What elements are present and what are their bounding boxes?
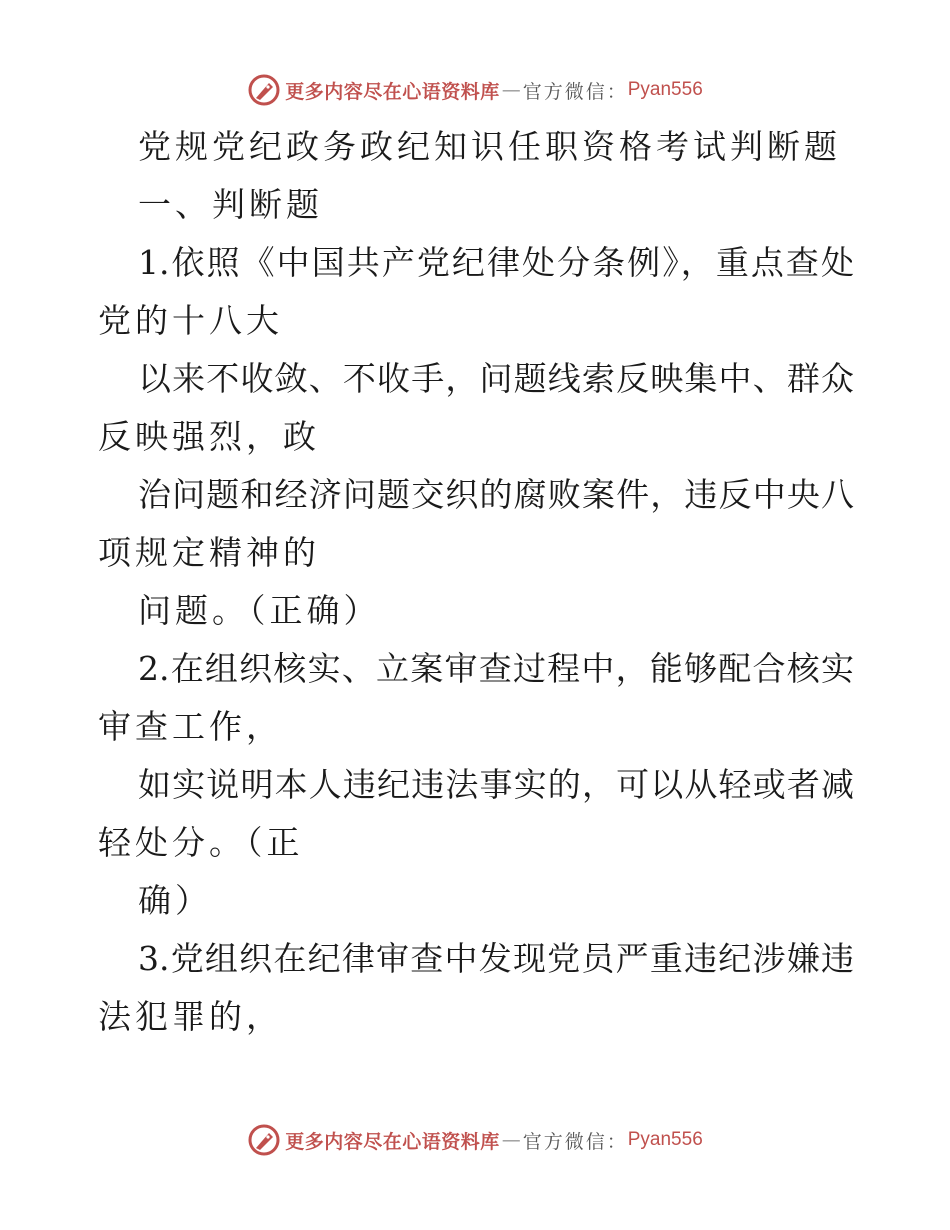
text-line: 确） <box>138 881 212 920</box>
text-line: 3.党组织在纪律审查中发现党员严重违纪涉嫌违 <box>138 939 854 978</box>
banner-brand-text: 更多内容尽在心语资料库 <box>285 80 500 103</box>
text-line: 审查工作， <box>98 707 283 746</box>
banner-brand-text: 更多内容尽在心语资料库 <box>285 1130 500 1153</box>
banner-official-label: 官方微信： <box>522 1130 628 1153</box>
pen-nib-circle-icon <box>247 73 281 107</box>
text-line: 法犯罪的， <box>98 997 283 1036</box>
banner-dash: — <box>501 1129 521 1151</box>
banner-wechat-id: Pyan556 <box>627 79 703 100</box>
page-title: 党规党纪政务政纪知识任职资格考试判断题 <box>138 127 841 166</box>
text-line: 问题。（正确） <box>138 591 381 630</box>
text-line: 轻处分。（正 <box>98 823 304 862</box>
text-line: 治问题和经济问题交织的腐败案件，违反中央八 <box>138 475 854 514</box>
banner-official-label: 官方微信： <box>522 80 628 103</box>
banner-dash: — <box>501 79 521 101</box>
pen-nib-circle-icon <box>247 1123 281 1157</box>
text-line: 反映强烈，政 <box>98 417 320 456</box>
banner-wechat-id: Pyan556 <box>627 1129 703 1150</box>
text-line: 2.在组织核实、立案审查过程中，能够配合核实 <box>138 649 854 688</box>
text-line: 党的十八大 <box>98 301 283 340</box>
document-body <box>98 118 854 1046</box>
section-heading: 一、判断题 <box>138 185 323 224</box>
text-line: 项规定精神的 <box>98 533 320 572</box>
text-line: 以来不收敛、不收手，问题线索反映集中、群众 <box>138 359 854 398</box>
text-line: 1.依照《中国共产党纪律处分条例》，重点查处 <box>138 243 854 282</box>
text-line: 如实说明本人违纪违法事实的，可以从轻或者减 <box>138 765 854 804</box>
header-banner <box>0 70 950 110</box>
footer-banner <box>0 1120 950 1160</box>
